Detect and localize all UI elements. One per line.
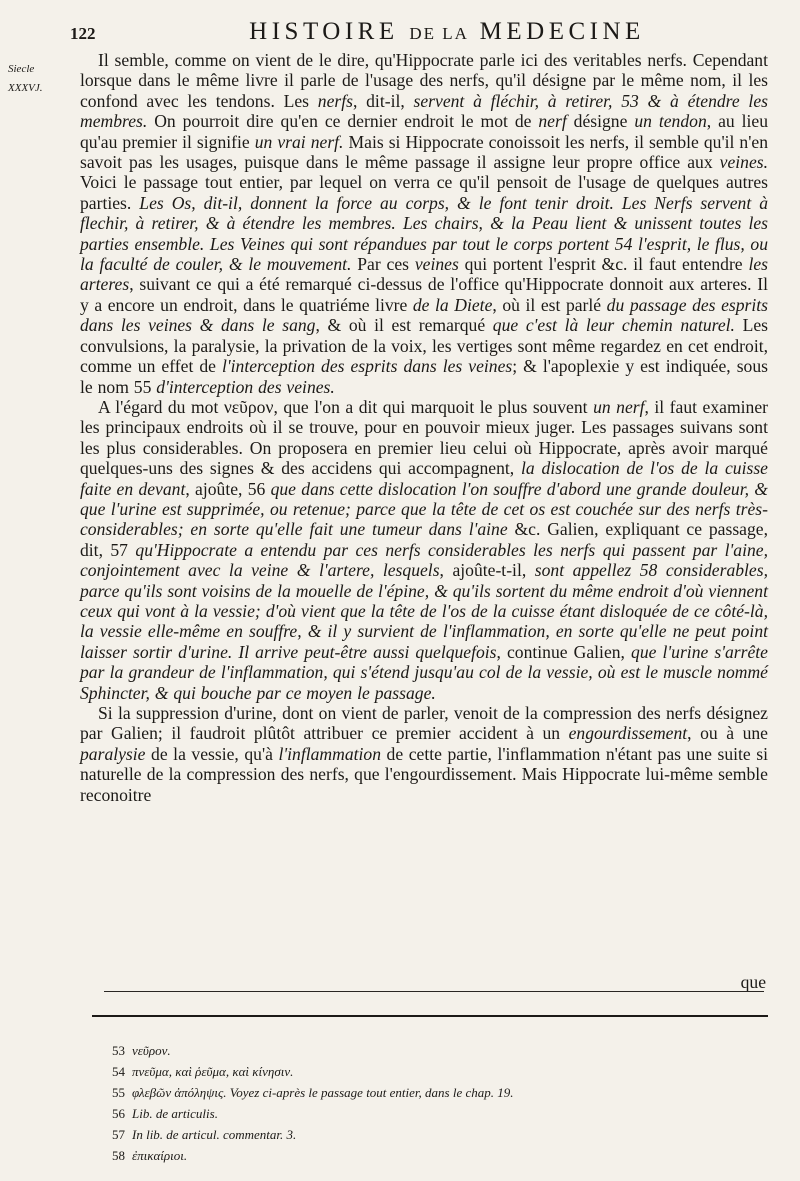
running-title-part-1: HISTOIRE bbox=[249, 18, 399, 45]
italic-run: un vrai nerf. bbox=[254, 131, 344, 152]
text-run: , au lieu qu'au premier il signifie bbox=[80, 111, 768, 152]
italic-run: un nerf bbox=[593, 396, 645, 417]
footnote bbox=[112, 1103, 672, 1124]
italic-run: l'interception des esprits dans les veines bbox=[221, 356, 513, 377]
footnote-number: 55 bbox=[112, 1085, 125, 1100]
text-run: de cette partie, l'inflammation n'étant pas une suite si naturelle de la compression des nerfs, que l'engourdissement. Mais Hippocrate lui-même semble reconoitre bbox=[80, 743, 769, 805]
paragraph bbox=[80, 703, 768, 805]
footnote-number: 58 bbox=[112, 1148, 125, 1163]
footnote-text: νεῦρον. bbox=[132, 1043, 171, 1058]
text-run: &c. Galien, expliquant ce passage, dit, 57 bbox=[80, 519, 768, 560]
text-run: , ou à une bbox=[687, 723, 768, 744]
italic-run: nerfs bbox=[317, 90, 353, 111]
text-run: Par ces bbox=[351, 254, 415, 275]
page-rule-thick bbox=[92, 1015, 768, 1017]
text-run: Les convulsions, la paralysie, la privation de la voix, les vertiges sont même regardez en cet endroit, comme un effet de bbox=[80, 315, 768, 377]
italic-run: sont appellez 58 considerables, parce qu'ils sont voisins de la mouelle de l'épine, & qu'ils sortent du même endroit d'où viennent ceux qui vont à la vessie; d'où vient que la tête de l'os de la cuisse étant disloquée de ce côté-là, la vessie elle-même en souffre, & il y survient de l'inflammation, en sorte qu'elle ne peut point laisser sortir d'urine. Il arrive peut-être aussi quelquefois bbox=[80, 560, 768, 662]
italic-run: Les Os, dit-il, donnent la force au corps, & le font tenir droit. Les Nerfs servent à flechir, à retirer, & à étendre les membres. Les chairs, & la Peau lient & unissent toutes les parties ensemble. Les Veines qui sont répandues par tout le corps portent 54 l'esprit, le flus, ou la faculté de couler, & le mouvement. bbox=[80, 192, 768, 275]
text-run: de la vessie, qu'à bbox=[145, 743, 279, 764]
text-run: ; & l'apoplexie y est indiquée, sous le nom 55 bbox=[80, 356, 768, 397]
running-header bbox=[70, 18, 770, 52]
footnote-number: 57 bbox=[112, 1127, 125, 1142]
footnote-number: 54 bbox=[112, 1064, 125, 1079]
footnote bbox=[112, 1082, 672, 1103]
text-run: , ajoûte, 56 bbox=[185, 478, 271, 499]
footnote-text: ἐπικαίριοι. bbox=[132, 1148, 188, 1163]
text-run: Si la suppression d'urine, dont on vient de parler, venoit de la compression des nerfs désignez par Galien; il faudroit plûtôt attribuer ce premier accident à un bbox=[80, 703, 768, 744]
margin-note bbox=[8, 60, 60, 98]
text-run: , il faut examiner les principaux endroits où il se trouve, pour en pouvoir mieux juger. Les passages suivans sont les plus considerables. On proposera en premier lieu celui où Hippocrate, après avoir marqué quelques-uns des signes & des accidens qui accompagnent, bbox=[80, 396, 768, 479]
text-run: , & où il est remarqué bbox=[315, 315, 493, 336]
italic-run: veines. bbox=[719, 152, 768, 173]
footnote-text: πνεῦμα, καὶ ῥεῦμα, καὶ κίνησιν. bbox=[132, 1064, 294, 1079]
italic-run: du passage des esprits dans les veines & dans le sang bbox=[80, 294, 769, 336]
text-run: , suivant ce qui a été remarqué ci-dessus de l'office qu'Hippocrate donnoit aux arteres. Il y a encore un endroit, dans le quatriéme livre bbox=[80, 274, 768, 315]
paragraph bbox=[80, 397, 768, 703]
text-run: On pourroit dire qu'en ce dernier endroit le mot de bbox=[147, 111, 539, 132]
catchword: que bbox=[740, 972, 766, 992]
text-run: , où il est parlé bbox=[492, 294, 607, 315]
page-number: 122 bbox=[70, 24, 96, 43]
running-title bbox=[128, 18, 766, 46]
text-run: , continue Galien, bbox=[496, 641, 632, 662]
italic-run: que c'est là leur chemin naturel. bbox=[492, 315, 735, 336]
italic-run: l'inflammation bbox=[278, 743, 381, 764]
italic-run: paralysie bbox=[80, 743, 146, 764]
italic-run: les arteres bbox=[80, 254, 768, 295]
paragraph bbox=[80, 50, 768, 397]
footnote bbox=[112, 1124, 672, 1145]
footnote bbox=[112, 1061, 672, 1082]
text-run: , ajoûte-t-il, bbox=[439, 560, 535, 581]
footnote-text: In lib. de articul. commentar. 3. bbox=[132, 1127, 297, 1142]
running-title-part-3: MEDECINE bbox=[479, 18, 645, 45]
text-run: désigne bbox=[566, 111, 635, 132]
text-run: Voici le passage tout entier, par lequel on verra ce qu'il pensoit de l'usage de quelques autres parties. bbox=[80, 172, 768, 213]
footnote-number: 53 bbox=[112, 1043, 125, 1058]
italic-run: que dans cette dislocation l'on souffre d'abord une grande douleur, & que l'urine est supprimée, ou retenue; parce que la tête de cet os est couchée sur des nerfs très-considerables; en sorte qu'elle fait une tumeur dans l'aine bbox=[80, 478, 768, 540]
margin-note-line-1: Siecle bbox=[8, 63, 35, 75]
italic-run: d'interception des veines. bbox=[156, 376, 335, 397]
footnote bbox=[112, 1145, 672, 1166]
text-run: νεῦρον bbox=[223, 396, 274, 417]
italic-run: la dislocation de l'os de la cuisse faite en devant bbox=[80, 458, 768, 499]
italic-run: veines bbox=[414, 254, 459, 275]
text-run: , que l'on a dit qui marquoit le plus souvent bbox=[273, 396, 594, 417]
footnote-number: 56 bbox=[112, 1106, 125, 1121]
body-text bbox=[80, 50, 768, 805]
footnote-text: Lib. de articulis. bbox=[132, 1106, 218, 1121]
text-run: Mais si Hippocrate conoissoit les nerfs, il semble qu'il n'en savoit pas les usages, puisque dans le même passage il assigne leur propre office aux bbox=[80, 131, 768, 173]
running-title-part-2: DE LA bbox=[409, 24, 469, 43]
italic-run: un tendon bbox=[634, 111, 707, 132]
margin-note-line-2: XXXVJ. bbox=[8, 82, 43, 94]
italic-run: qu'Hippocrate a entendu par ces nerfs considerables les nerfs qui passent par l'aine, conjointement avec la veine & l'artere, lesquels bbox=[80, 539, 768, 581]
italic-run: engourdissement bbox=[568, 723, 688, 744]
italic-run: servent à fléchir, à retirer, 53 & à étendre les membres. bbox=[80, 90, 768, 132]
footnote bbox=[112, 1040, 672, 1061]
text-run: Il semble, comme on vient de le dire, qu'Hippocrate parle ici des veritables nerfs. Cependant lorsque dans le même livre il parle de l'usage des nerfs, qu'il désigne par le même nom, il les confond avec les tendons. Les bbox=[80, 50, 768, 111]
footnotes bbox=[112, 1040, 672, 1166]
italic-run: que l'urine s'arrête par la grandeur de l'inflammation, qui s'étend jusqu'au col de la vessie, où est le muscle nommé Sphincter, & qui bouche par ce moyen le passage. bbox=[80, 641, 768, 703]
footnote-text: φλεβῶν ἀπόληψις. Voyez ci-après le passage tout entier, dans le chap. 19. bbox=[132, 1085, 514, 1100]
text-run: A l'égard du mot bbox=[98, 396, 224, 417]
italic-run: de la Diete bbox=[412, 294, 493, 315]
page-rule-thin bbox=[104, 991, 764, 992]
text-run: , dit-il, bbox=[352, 90, 414, 111]
italic-run: nerf bbox=[538, 111, 567, 132]
text-run: qui portent l'esprit &c. il faut entendre bbox=[458, 254, 749, 275]
